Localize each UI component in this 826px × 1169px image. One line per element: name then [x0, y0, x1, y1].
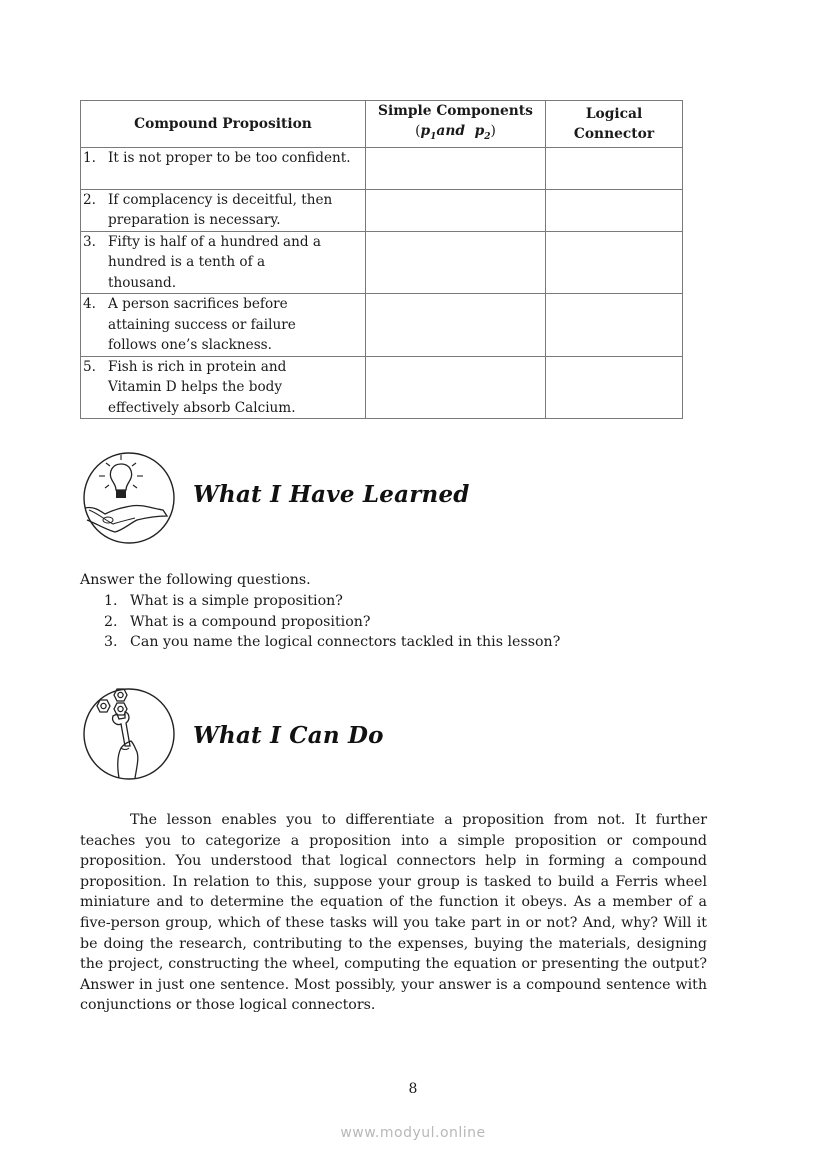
proposition-cell	[81, 294, 366, 357]
wrench-hand-icon	[79, 686, 179, 786]
header-compound-proposition: Compound Proposition	[81, 101, 366, 148]
question-item	[104, 612, 560, 633]
logical-connector-cell[interactable]	[546, 356, 683, 419]
question-number: 3.	[104, 634, 118, 651]
question-item	[104, 591, 560, 612]
lightbulb-hand-icon	[79, 450, 179, 550]
item-number: 5.	[83, 358, 96, 375]
item-number: 1.	[83, 149, 96, 166]
table-row	[81, 231, 683, 294]
question-text: Can you name the logical connectors tackled in this lesson?	[130, 634, 561, 651]
simple-components-cell[interactable]	[366, 189, 546, 231]
section-title-what-i-have-learned: What I Have Learned	[193, 481, 470, 508]
question-item	[104, 632, 560, 653]
compound-proposition-table	[80, 100, 683, 419]
question-text: What is a simple proposition?	[130, 593, 343, 609]
activity-paragraph: The lesson enables you to differentiate a proposition from not. It further teaches you to categorize a proposition into a simple proposition or compound proposition. You understood that logical connectors help in forming a compound proposition. In relation to this, suppose your group is tasked to build a Ferris wheel miniature and to determine the equation of the function it obeys. As a member of a five-person group, which of these tasks will you take part in or not? And, why? Will it be doing the research, contributing to the expenses, buying the materials, designing the project, constructing the wheel, computing the equation or presenting the output? Answer in just one sentence. Most possibly, your answer is a compound sentence with conjunctions or those logical connectors.	[80, 812, 707, 1014]
simple-components-cell[interactable]	[366, 231, 546, 294]
proposition-cell	[81, 189, 366, 231]
proposition-text: A person sacrifices before attaining success or failure follows one’s slackness.	[108, 296, 296, 354]
header-logical-connector	[546, 101, 683, 148]
header-simple-components-math: ($p_1and$ $p_2$)	[415, 123, 496, 142]
simple-components-cell[interactable]	[366, 147, 546, 189]
item-number: 4.	[83, 296, 96, 313]
item-number: 3.	[83, 233, 96, 250]
proposition-text: If complacency is deceitful, then preparation is necessary.	[108, 191, 333, 229]
header-logical-connector-line1: Logical	[585, 105, 643, 122]
page-number: 8	[408, 1081, 418, 1097]
questions-intro: Answer the following questions.	[80, 572, 311, 588]
question-text: What is a compound proposition?	[130, 613, 371, 630]
header-simple-components-label: Simple Components	[378, 103, 533, 119]
header-logical-connector-line2: Connector	[573, 125, 655, 142]
question-number: 2.	[104, 613, 118, 630]
question-number: 1.	[104, 593, 118, 609]
logical-connector-cell[interactable]	[546, 231, 683, 294]
proposition-text: Fifty is half of a hundred and a hundred is a tenth of a thousand.	[108, 233, 321, 291]
table-row	[81, 356, 683, 419]
logical-connector-cell[interactable]	[546, 294, 683, 357]
proposition-cell	[81, 147, 366, 189]
table-row	[81, 189, 683, 231]
item-number: 2.	[83, 191, 96, 208]
header-simple-components	[366, 101, 546, 148]
watermark: www.modyul.online	[340, 1125, 486, 1141]
table-row	[81, 294, 683, 357]
logical-connector-cell[interactable]	[546, 147, 683, 189]
question-list	[104, 591, 560, 653]
simple-components-cell[interactable]	[366, 294, 546, 357]
proposition-text: It is not proper to be too confident.	[108, 149, 351, 166]
table-header-row	[81, 101, 683, 148]
section-title-what-i-can-do: What I Can Do	[193, 722, 384, 749]
table-row	[81, 147, 683, 189]
proposition-text: Fish is rich in protein and Vitamin D helps the body effectively absorb Calcium.	[108, 358, 296, 416]
simple-components-cell[interactable]	[366, 356, 546, 419]
proposition-cell	[81, 356, 366, 419]
logical-connector-cell[interactable]	[546, 189, 683, 231]
proposition-cell	[81, 231, 366, 294]
